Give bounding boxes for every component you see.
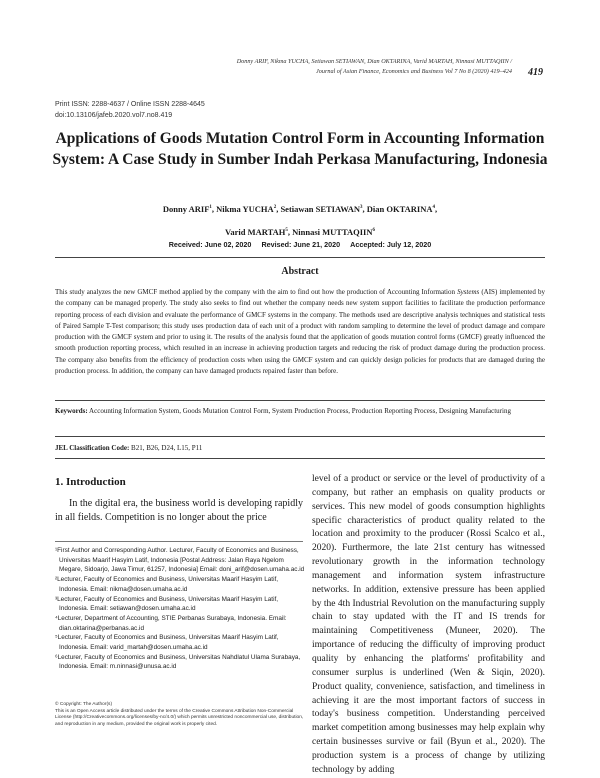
author-line-1: Donny ARIF$^1$, Nikma YUCHA$^2$, Setiawan SETIAWAN$^3$, Dian OKTARINA$^4$, — [162, 203, 438, 214]
identifiers — [55, 99, 205, 121]
page-number: 419 — [528, 67, 543, 78]
running-header-authors: Donny ARIF, Nikma YUCHA, Setiawan SETIAWAN, Dian OKTARINA, Varid MARTAH, Ninnasi MUTTAQIIN / — [236, 58, 512, 65]
author-affil: 5 — [285, 227, 288, 233]
right-column-text: level of a product or service or the level of productivity of a company, but rather an emphasis on quality products or services. This new model of goods consumption highlights specific characteristics of product quality related to the location and proximity to the producer (Rossi Scalco et al., 2020). Furthermore, the late 21st century has witnessed revolutionary growth in the information technology management and information system infrastructure networks. In addition, extensive pressure has been applied by the 4th Industrial Revolution on the manufacturing supply chain to stay updated with the IT and IS trends for maintaining Competitiveness (Muneer, 2020). The importance of reducing the difficulty of improving product quality by enhancing the platforms' profitability and consumer surplus is underlined (Wen & Siqin, 2020). Product quality, convenience, satisfaction, and timeliness in achieving it are the most important factors of success in today's business competition. Understanding perceived market competition among businesses may help explain why certain businesses survive or fail (Byun et al., 2020). The production system is a process of change by utilizing technology by adding — [312, 474, 545, 775]
abstract-body — [55, 287, 545, 377]
author-name: Donny ARIF — [162, 203, 210, 214]
section-heading-introduction: 1. Introduction — [55, 476, 126, 488]
author-name: Setiawan SETIAWAN — [280, 203, 361, 214]
keywords-text: Accounting Information System, Goods Mutation Control Form, System Production Process, Production Reporting Process, Designing Manufacturing — [89, 407, 511, 415]
title-line-1: Applications of Goods Mutation Control Form in Accounting Information — [55, 130, 545, 147]
paper-title — [50, 128, 550, 170]
abstract-heading: Abstract — [281, 266, 319, 277]
copyright-notice — [55, 702, 305, 728]
footnote-1: ¹First Author and Corresponding Author. Lecturer, Faculty of Economics and Business, Universitas Maarif Hasyim Latif, Indonesia [Postal Address: Jalan Raya Ngelom Megare, Sidoarjo, Jawa Timur, 61257, Indonesia] Email: doni_arif@dosen.umaha.ac.id — [55, 547, 305, 574]
jel-codes: B21, B26, D24, L15, P11 — [131, 444, 203, 452]
abstract-text-rest: (AIS) implemented by the company can be managed properly. The study also seeks to find out whether the company needs new system support facilities to facilitate the production performance reporting process of each division and evaluate the performance of GMCF systems in the company. The methods used are descriptive analysis techniques and statistical tests of Paired Sample T-Test comparison; this study uses production data of each unit of a product with random sampling to determine the level of product damage and compare production with the GMCF system and prior to using it. The results of the analysis found that the application of goods mutation control forms (GMCF) greatly influenced the smooth production reporting process, which resulted in an increase in achieving production targets and reducing the risk of product damage during the production process. The company also benefits from the efficiency of production costs when using the GMCF system and can quickly design policies for products that are damaged during the production process. In addition, the company can have damaged products repaired faster than before. — [55, 288, 545, 376]
footnote-6: ⁶Lecturer, Faculty of Economics and Business, Universitas Nahdlatul Ulama Surabaya, Indonesia. Email: m.ninnasi@unusa.ac.id — [55, 653, 301, 671]
revised-date: Revised: June 21, 2020 — [261, 240, 341, 249]
doi-line: doi:10.13106/jafeb.2020.vol7.no8.419 — [55, 112, 173, 119]
jel-label: JEL Classification Code: — [55, 444, 130, 452]
running-header — [92, 57, 512, 77]
author-line-2: Varid MARTAH$^5$, Ninnasi MUTTAQIIN$^6$ — [224, 226, 375, 237]
license-text: This is an Open Access article distributed under the terms of the Creative Commons Attribution Non-Commercial License (http://Creativecommons.org/licenses/by-nc/4.0/) which permits unrestricted noncommercial use, distribution, and reproduction in any medium, provided the original work is properly cited. — [55, 708, 304, 727]
abstract-divider — [55, 400, 545, 401]
top-divider — [55, 257, 545, 258]
author-name: Dian OKTARINA — [366, 203, 433, 214]
author-affil: 1 — [209, 205, 212, 210]
jel-divider — [55, 458, 545, 459]
introduction-paragraph: In the digital era, the business world is developing rapidly in all fields. Competition is no longer about the price — [55, 498, 303, 523]
accepted-date: Accepted: July 12, 2020 — [350, 240, 432, 249]
footnote-5: ⁵Lecturer, Faculty of Economics and Business, Universitas Maarif Hasyim Latif, Indonesia. Email: varid_martah@dosen.umaha.ac.id — [55, 634, 279, 652]
received-date: Received: June 02, 2020 — [168, 240, 252, 249]
footnote-4: ⁴Lecturer, Department of Accounting, STIE Perbanas Surabaya, Indonesia. Email: dian.oktarina@perbanas.ac.id — [55, 614, 287, 632]
issn-line: Print ISSN: 2288-4637 / Online ISSN 2288-4645 — [55, 101, 205, 108]
abstract-text-italic: Systems — [457, 288, 480, 296]
author-affil: 6 — [372, 227, 375, 233]
title-line-2: System: A Case Study in Sumber Indah Perkasa Manufacturing, Indonesia — [52, 151, 548, 168]
author-affil: 3 — [360, 205, 363, 210]
footnote-3: ³Lecturer, Faculty of Economics and Business, Universitas Maarif Hasyim Latif, Indonesia. Email: setiawan@dosen.umaha.ac.id — [55, 595, 279, 613]
keywords-divider — [55, 436, 545, 437]
keywords — [55, 406, 545, 417]
copyright-line: © Copyright: The Author(s) — [55, 702, 113, 707]
running-header-journal: Journal of Asian Finance, Economics and Business Vol 7 No 8 (2020) 419–424 — [316, 68, 512, 75]
footnote-2: ²Lecturer, Faculty of Economics and Business, Universitas Maarif Hasyim Latif, Indonesia. Email: nikma@dosen.umaha.ac.id — [55, 576, 279, 593]
author-affil: 4 — [432, 205, 436, 210]
footnotes — [55, 546, 305, 672]
abstract-text-start: This study analyzes the new GMCF method applied by the company with the aim to find out how the production of Accounting Information — [55, 288, 458, 296]
keywords-label: Keywords: — [55, 407, 88, 415]
submission-dates — [50, 240, 550, 249]
author-list — [50, 197, 550, 243]
author-name: Nikma YUCHA — [216, 203, 274, 214]
author-affil: 2 — [273, 205, 277, 210]
footnote-divider — [55, 541, 303, 542]
author-name: Varid MARTAH — [224, 226, 286, 237]
jel-classification — [55, 444, 545, 452]
author-name: Ninnasi MUTTAQIIN — [292, 226, 373, 237]
